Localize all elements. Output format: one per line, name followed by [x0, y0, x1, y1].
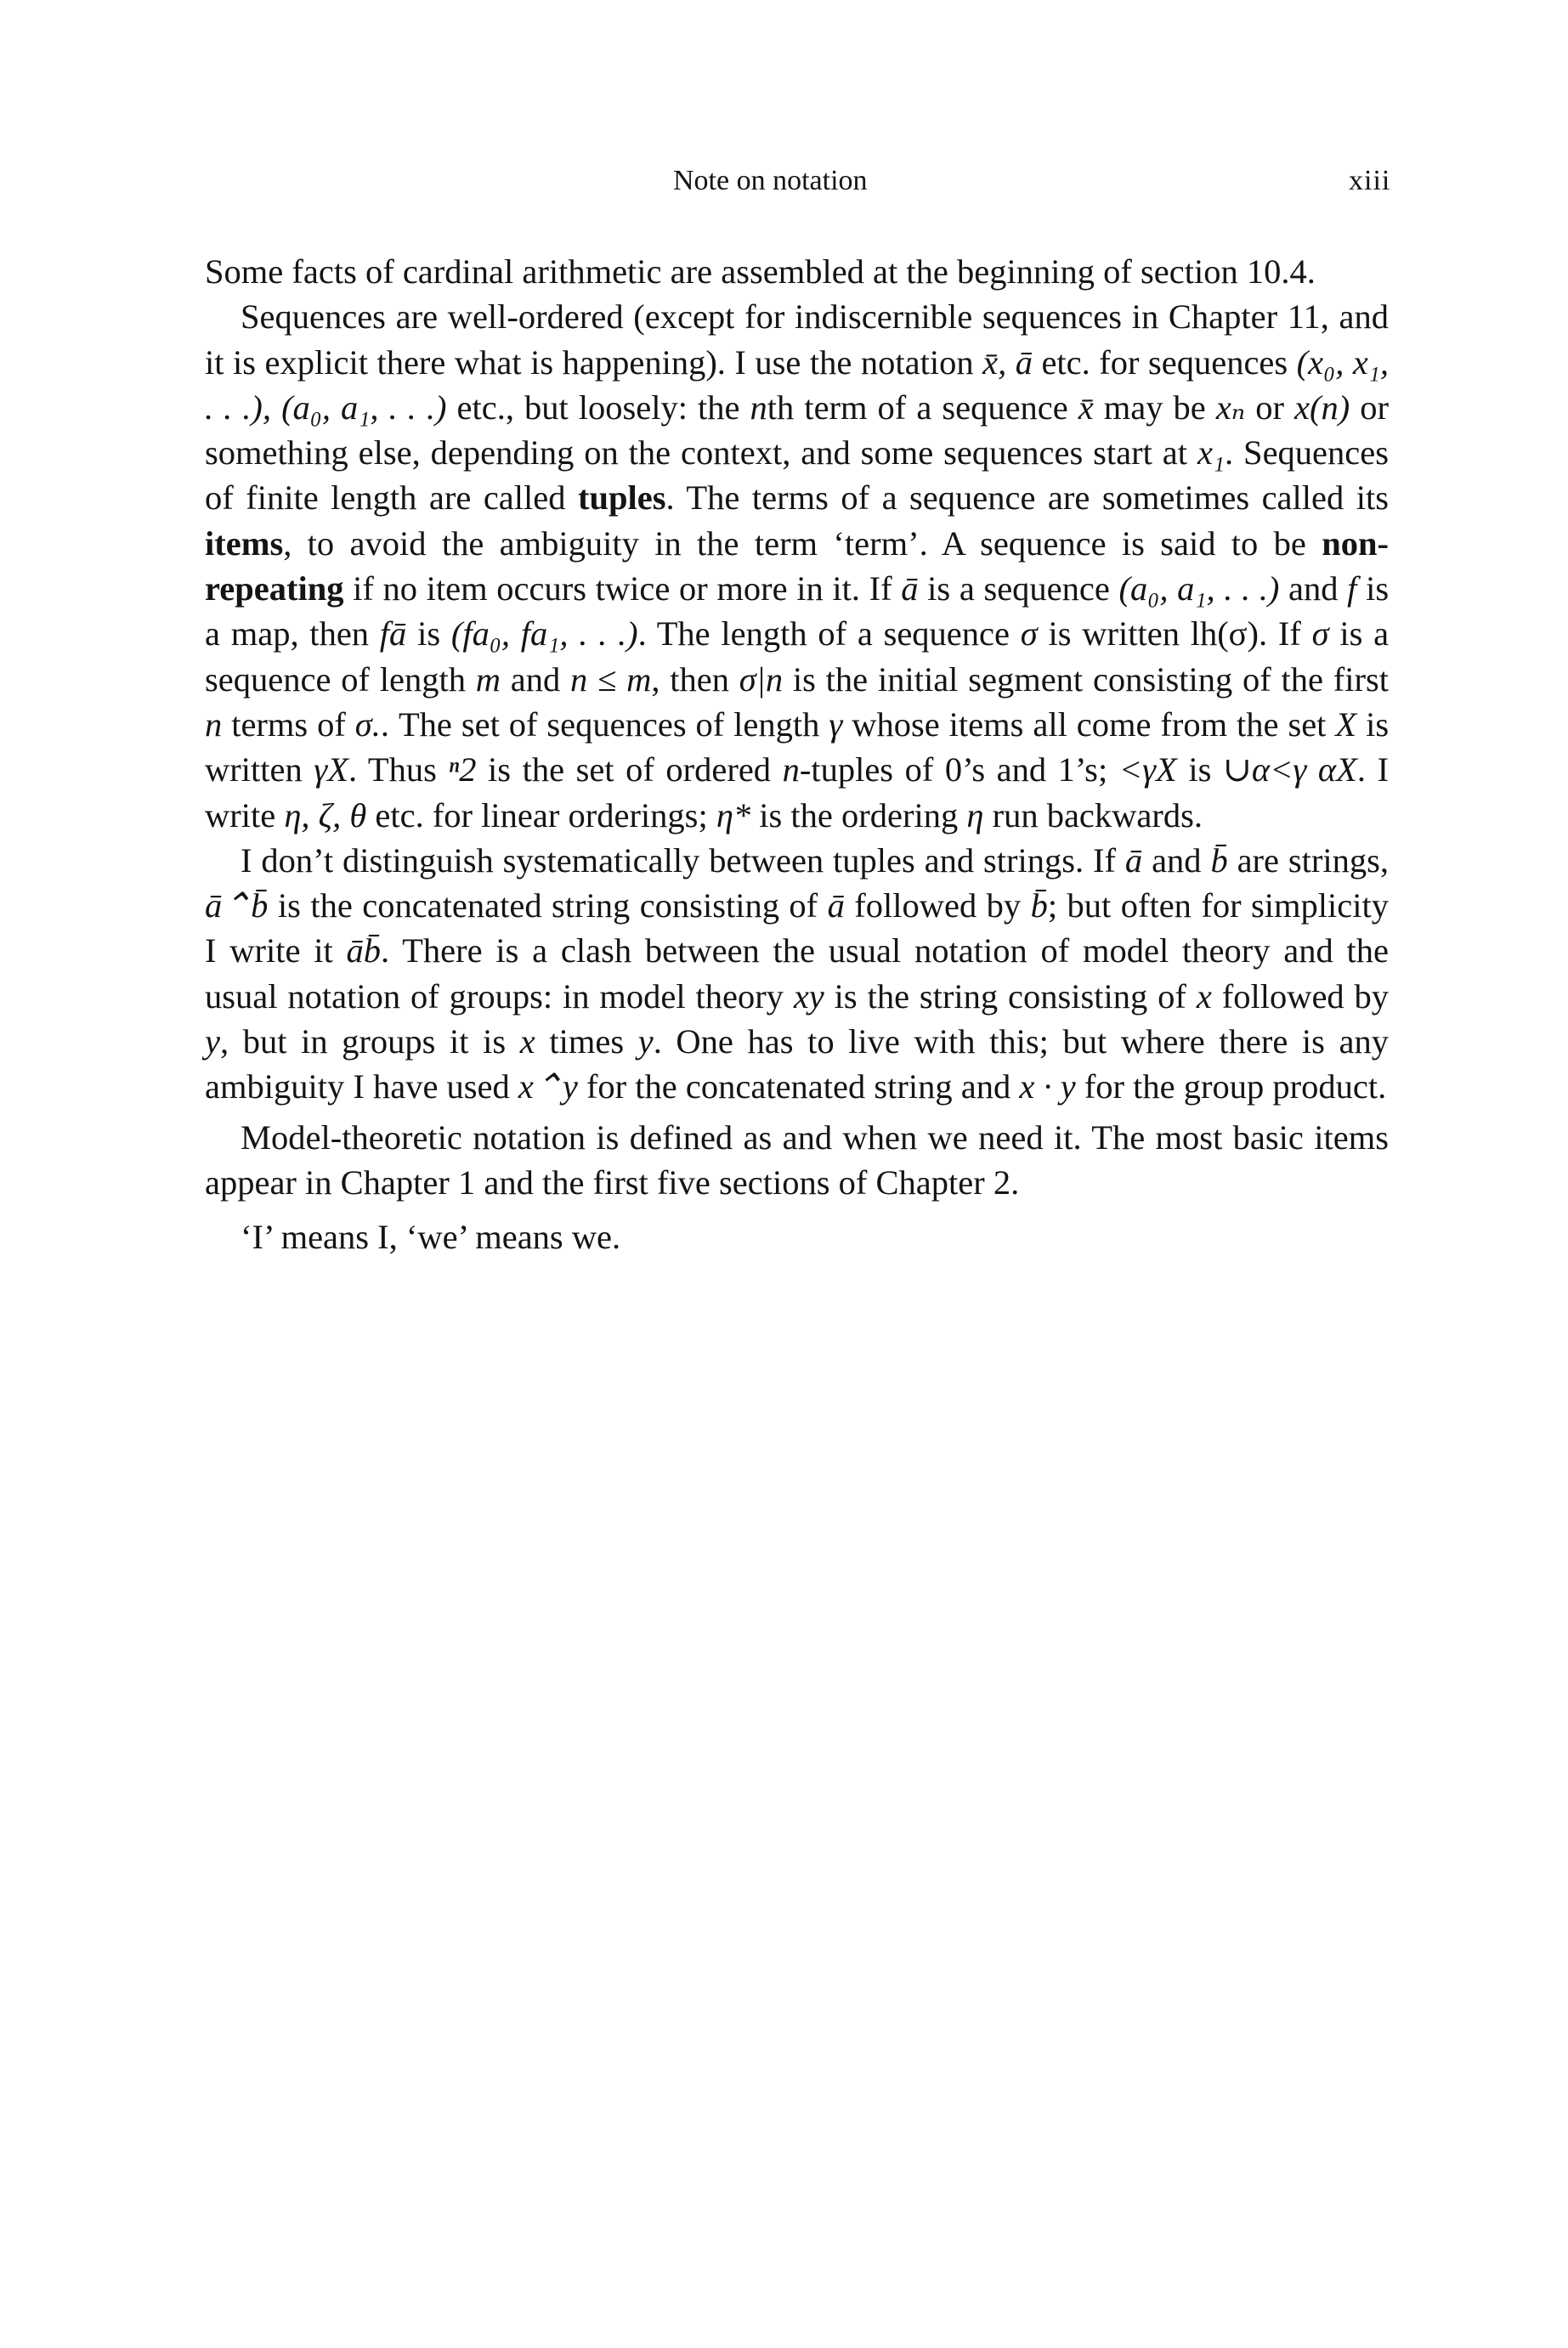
text-run: and: [1288, 569, 1339, 608]
text-run: is the concatenated string consisting of: [277, 886, 818, 925]
math-run: ∪α<γ αX: [1222, 750, 1357, 789]
text-run: is the string consisting of: [834, 976, 1186, 1016]
math-run: b̄: [1210, 840, 1228, 880]
body-text: [205, 249, 1389, 1260]
bold-term-tuples: tuples: [578, 478, 666, 518]
paragraph-model-theoretic-notation: Model-theoretic notation is defined as and when we need it. The most basic items appear in Chapter 1 and the first five sections of Chapter 2.: [205, 1117, 1389, 1202]
math-run: (fa₀, fa₁, . . .): [450, 614, 638, 653]
text-run: run backwards.: [992, 795, 1203, 835]
page-number: xiii: [1349, 165, 1391, 196]
paragraph-tuples-strings: [205, 838, 1389, 1110]
text-run: etc., but loosely: the: [456, 388, 740, 427]
math-run: ā: [827, 886, 845, 925]
math-run: γ: [829, 704, 843, 744]
text-run: and: [1152, 840, 1202, 880]
text-run: is a sequence of length: [205, 614, 1390, 699]
text-run: . Thus: [348, 750, 437, 789]
text-run: for the group product.: [1084, 1067, 1387, 1106]
text-run: and: [510, 659, 561, 699]
text-run: followed by: [1221, 976, 1390, 1016]
math-run: ⁿ2: [448, 750, 477, 789]
math-run: ā: [901, 569, 919, 608]
math-run: y: [637, 1022, 654, 1061]
text-run: , to avoid the ambiguity in the term ‘term’. A sequence is said to be: [283, 523, 1306, 563]
text-run: is the ordering: [759, 795, 959, 835]
math-run: x⌃y: [518, 1067, 578, 1106]
paragraph-i-we: ‘I’ means I, ‘we’ means we.: [241, 1218, 621, 1257]
text-run: . One has to live with this; but where there is any ambiguity I have used: [205, 1022, 1390, 1106]
text-run: . There is a clash between the usual notation of model theory and the usual notation of groups: in model theory: [205, 931, 1389, 1016]
math-run: (a₀, a₁, . . .): [1118, 569, 1280, 608]
math-run: xₙ: [1215, 388, 1246, 427]
text-run: -tuples of 0’s and 1’s;: [799, 750, 1108, 789]
text-run: ; but often for simplicity I write it: [205, 886, 1390, 970]
text-run: . The terms of a sequence are sometimes called its: [665, 478, 1390, 518]
math-run: σ|n: [739, 659, 784, 699]
bold-term-non-repeating: non-repeating: [205, 523, 1390, 608]
text-run: times: [549, 1022, 625, 1061]
math-run: η*: [716, 795, 751, 835]
math-run: f: [1347, 569, 1357, 608]
text-run: may be: [1103, 388, 1206, 427]
text-run: is a map, then: [205, 569, 1390, 653]
math-run: m: [475, 659, 501, 699]
text-run: . The length of a sequence: [637, 614, 1010, 653]
math-run: āb̄: [346, 931, 382, 970]
text-run: or: [1255, 388, 1284, 427]
text-run: . Sequences of finite length are called: [205, 433, 1389, 518]
math-run: ā⌃b̄: [205, 886, 269, 925]
math-run: x̄,: [982, 342, 1007, 382]
text-run: I don’t distinguish systematically between tuples and strings. If: [241, 840, 1117, 880]
math-run: γX: [314, 750, 348, 789]
math-run: xy: [793, 976, 824, 1016]
text-run: for the concatenated string and: [586, 1067, 1011, 1106]
math-run: <γX: [1118, 750, 1177, 789]
text-run: is written: [205, 704, 1390, 789]
paragraph-cardinal-arithmetic: Some facts of cardinal arithmetic are assembled at the beginning of section 10.4.: [205, 252, 1316, 291]
math-run: x₁: [1197, 433, 1226, 472]
text-run: etc. for sequences: [1041, 342, 1288, 382]
text-run: is the initial segment consisting of the first: [792, 659, 1390, 699]
text-run: or something else, depending on the context, and some sequences start at: [205, 388, 1389, 472]
math-run: η: [966, 795, 984, 835]
math-run: n: [750, 388, 767, 427]
text-run: . I write: [205, 750, 1390, 835]
math-run: y: [205, 1022, 220, 1061]
math-run: x: [1196, 976, 1212, 1016]
text-run: , then: [651, 659, 729, 699]
math-run: fā: [379, 614, 407, 653]
text-run: th term of a sequence: [767, 388, 1068, 427]
math-run: σ: [1020, 614, 1038, 653]
math-run: x̄: [1078, 388, 1094, 427]
math-run: (x₀, x₁, . . .), (a₀, a₁, . . .): [205, 342, 1390, 427]
running-head: Note on notation: [673, 165, 868, 196]
text-run: are strings,: [1237, 840, 1390, 880]
text-run: is the set of ordered: [488, 750, 772, 789]
math-run: σ.: [354, 704, 381, 744]
bold-term-items: items: [205, 523, 284, 563]
text-run: if no item occurs twice or more in it. If: [353, 569, 892, 608]
math-run: x: [519, 1022, 535, 1061]
text-run: , but in groups it is: [219, 1022, 507, 1061]
text-run: is: [417, 614, 441, 653]
text-run: is: [1188, 750, 1212, 789]
text-run: . The set of sequences of length: [380, 704, 820, 744]
math-run: n: [205, 704, 223, 744]
math-run: b̄: [1030, 886, 1048, 925]
text-run: is a sequence: [927, 569, 1110, 608]
math-run: ā: [1015, 342, 1033, 382]
math-run: x · y: [1019, 1067, 1076, 1106]
text-run: terms of: [231, 704, 346, 744]
math-run: x(n): [1294, 388, 1350, 427]
math-run: η, ζ, θ: [284, 795, 367, 835]
math-run: n ≤ m: [570, 659, 652, 699]
page-header: [0, 160, 1568, 202]
text-run: etc. for linear orderings;: [375, 795, 708, 835]
math-run: ā: [1124, 840, 1143, 880]
text-run: whose items all come from the set: [852, 704, 1327, 744]
math-run: X: [1335, 704, 1357, 744]
text-run: Sequences are well-ordered (except for indiscernible sequences in Chapter 11, and it is explicit there what is happening). I use the notation: [205, 297, 1389, 382]
text-run: is written lh(σ). If: [1048, 614, 1301, 653]
paragraph-sequences: [205, 294, 1389, 838]
math-run: σ: [1311, 614, 1329, 653]
math-run: n: [782, 750, 800, 789]
text-run: followed by: [854, 886, 1022, 925]
